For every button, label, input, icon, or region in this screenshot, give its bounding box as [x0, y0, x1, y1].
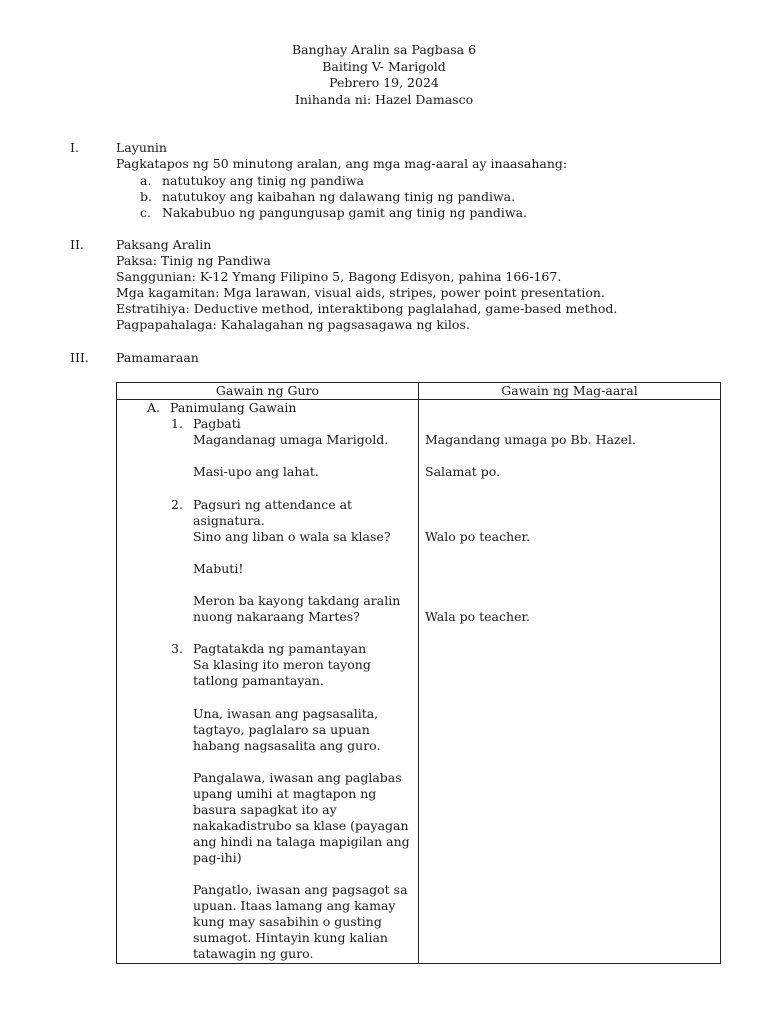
- magaaral-response: Walo po teacher.: [425, 529, 531, 544]
- kagamitan-line: Mga kagamitan: Mga larawan, visual aids, stripes, power point presentation.: [116, 285, 605, 300]
- rule-pangatlo: upuan. Itaas lamang ang kamay: [193, 898, 396, 913]
- guro-line: Mabuti!: [193, 561, 244, 576]
- class-section: Baiting V- Marigold: [322, 58, 446, 74]
- part-title: Panimulang Gawain: [170, 400, 297, 415]
- estratihiya-line: Estratihiya: Deductive method, interaktibong paglalahad, game-based method.: [116, 301, 618, 316]
- section-title: Pamamaraan: [116, 350, 199, 365]
- rule-pangatlo: tatawagin ng guro.: [193, 946, 314, 961]
- guro-line: tatlong pamantayan.: [193, 673, 324, 688]
- magaaral-cell: [419, 400, 721, 964]
- guro-line: Sa klasing ito meron tayong: [193, 657, 371, 672]
- header-gawain-magaaral: Gawain ng Mag-aaral: [419, 383, 721, 400]
- step-title: Pagtatakda ng pamantayan: [193, 641, 367, 656]
- magaaral-response: Salamat po.: [425, 464, 501, 479]
- section-title: Paksang Aralin: [116, 237, 212, 252]
- step-number: 1.: [171, 416, 183, 431]
- lesson-activity-table: [116, 382, 721, 964]
- section-number: II.: [70, 237, 84, 252]
- magaaral-response: Magandang umaga po Bb. Hazel.: [425, 432, 636, 447]
- guro-line: Meron ba kayong takdang aralin: [193, 593, 401, 608]
- document-title: Banghay Aralin sa Pagbasa 6: [291, 42, 477, 57]
- magaaral-response: Wala po teacher.: [425, 609, 531, 624]
- part-label: A.: [147, 400, 161, 415]
- section-number: I.: [70, 140, 79, 155]
- section-number: III.: [70, 350, 89, 365]
- guro-cell: [117, 400, 419, 964]
- rule-pangalawa: basura sapagkat ito ay: [193, 802, 337, 817]
- rule-una: tagtayo, paglalaro sa upuan: [193, 722, 370, 737]
- table-header-row: [117, 383, 721, 400]
- rule-pangatlo: kung may sasabihin o gusting: [193, 914, 382, 929]
- sanggunian-line: Sanggunian: K-12 Ymang Filipino 5, Bagong Edisyon, pahina 166-167.: [116, 269, 562, 284]
- header-gawain-guro: Gawain ng Guro: [117, 383, 419, 400]
- table-row: [117, 400, 721, 964]
- author-line: Inihanda ni: Hazel Damasco: [294, 91, 474, 107]
- objective-text: Nakabubuo ng pangungusap gamit ang tinig ng pandiwa.: [162, 205, 528, 220]
- rule-una: habang nagsasalita ang guro.: [193, 738, 381, 753]
- rule-una: Una, iwasan ang pagsasalita,: [193, 706, 379, 721]
- step-title: Pagsuri ng attendance at: [193, 497, 353, 512]
- rule-pangalawa: Pangalawa, iwasan ang paglabas: [193, 770, 402, 785]
- rule-pangalawa: nakakadistrubo sa klase (payagan: [193, 818, 409, 833]
- objective-label: a.: [140, 173, 152, 188]
- objective-text: natutukoy ang tinig ng pandiwa: [162, 173, 364, 188]
- paksa-line: Paksa: Tinig ng Pandiwa: [116, 253, 271, 268]
- objective-label: b.: [140, 189, 152, 204]
- step-title-cont: asignatura.: [193, 513, 265, 528]
- step-number: 3.: [171, 641, 183, 656]
- rule-pangalawa: upang umihi at magtapon ng: [193, 786, 377, 801]
- rule-pangatlo: sumagot. Hintayin kung kalian: [193, 930, 388, 945]
- section-title: Layunin: [116, 140, 167, 155]
- document-header: [0, 42, 768, 108]
- guro-line: Sino ang liban o wala sa klase?: [193, 529, 391, 544]
- lesson-date: Pebrero 19, 2024: [329, 75, 439, 90]
- rule-pangalawa: pag-ihi): [193, 850, 242, 865]
- rule-pangatlo: Pangatlo, iwasan ang pagsagot sa: [193, 882, 408, 897]
- pagpapahalaga-line: Pagpapahalaga: Kahalagahan ng pagsasagawa ng kilos.: [116, 317, 470, 332]
- rule-pangalawa: ang hindi na talaga mapigilan ang: [193, 834, 410, 849]
- step-number: 2.: [171, 497, 183, 512]
- objective-label: c.: [140, 205, 151, 220]
- guro-line: Masi-upo ang lahat.: [193, 464, 319, 479]
- guro-line: nuong nakaraang Martes?: [193, 609, 360, 624]
- objective-text: natutukoy ang kaibahan ng dalawang tinig ng pandiwa.: [162, 189, 516, 204]
- guro-line: Magandanag umaga Marigold.: [193, 432, 389, 447]
- layunin-intro: Pagkatapos ng 50 minutong aralan, ang mga mag-aaral ay inaasahang:: [116, 156, 568, 171]
- step-title: Pagbati: [193, 416, 241, 431]
